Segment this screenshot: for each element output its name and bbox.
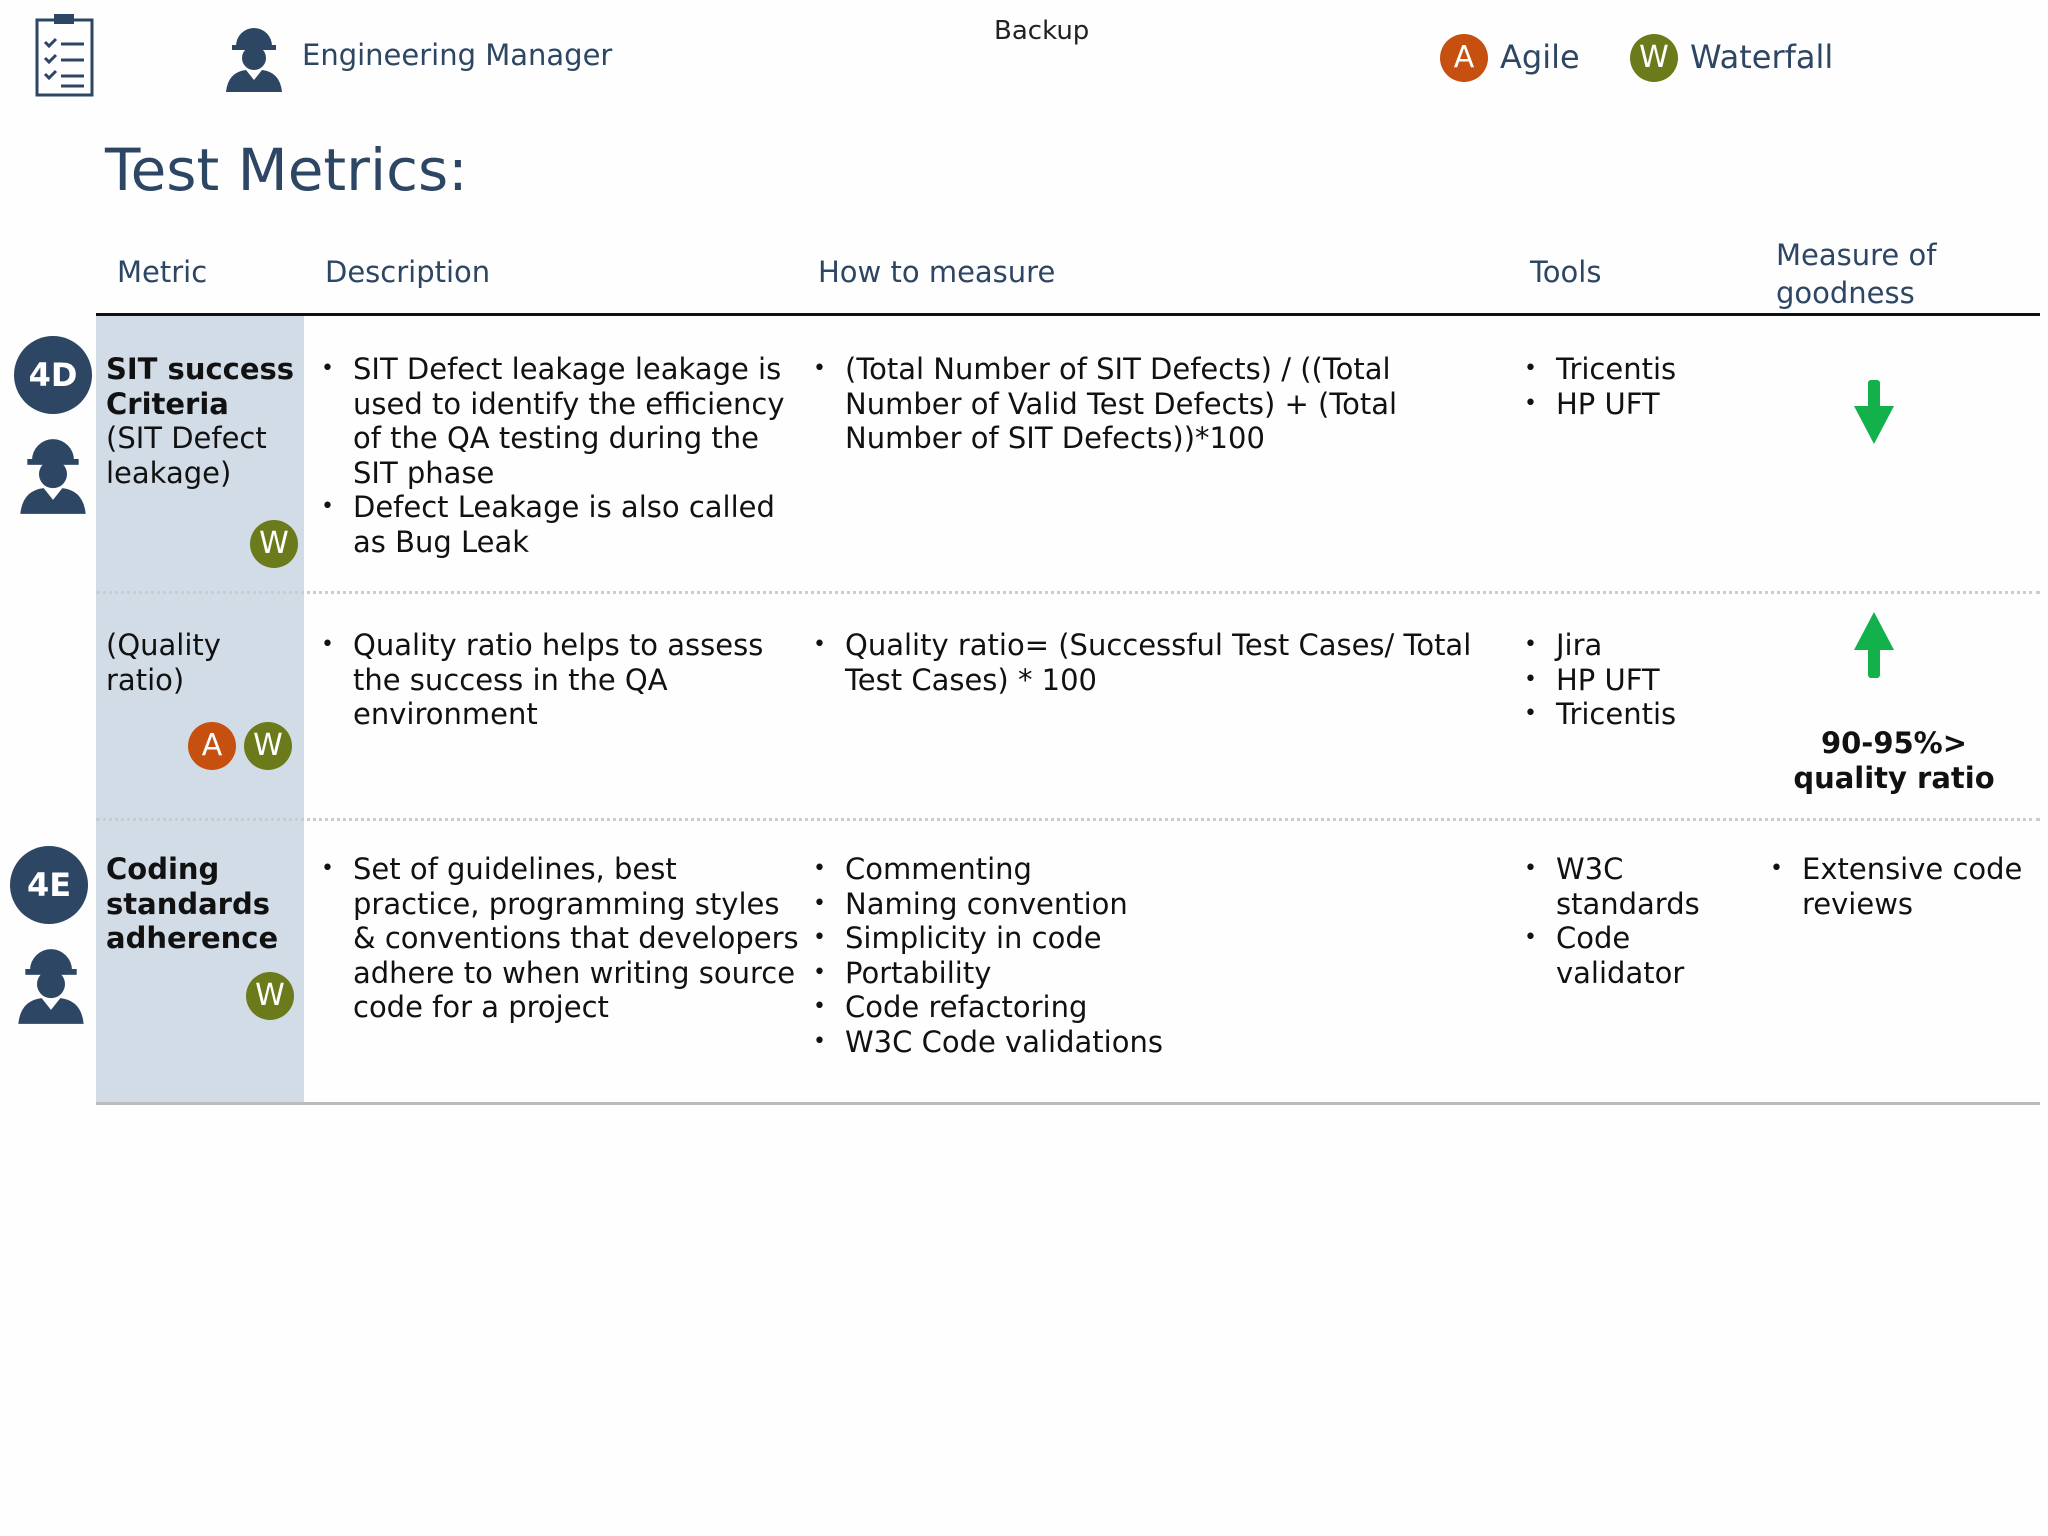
waterfall-badge: W (246, 972, 294, 1020)
how-item: • Code refactoring (805, 990, 1485, 1025)
tool-item: • Jira (1516, 628, 1756, 663)
tool-item: • HP UFT (1516, 387, 1756, 422)
arrow-up-icon (1852, 612, 1896, 678)
metric-name: Coding standards adherence (106, 852, 279, 955)
how-cell (805, 352, 1485, 456)
description-item: • Quality ratio helps to assess the success in the QA environment (313, 628, 803, 732)
tool-item: • Code validator (1516, 921, 1716, 990)
tools-cell (1516, 628, 1756, 732)
row-separator (96, 818, 2040, 821)
description-item: • Defect Leakage is also called as Bug Leak (313, 490, 803, 559)
bottom-rule (96, 1102, 2040, 1105)
col-goodness: Measure of goodness (1776, 238, 1937, 310)
header-rule (96, 313, 2040, 316)
metric-id-badge: 4E (10, 846, 88, 924)
how-item: • Commenting (805, 852, 1485, 887)
waterfall-legend-label: Waterfall (1690, 38, 1834, 76)
engineer-icon (18, 432, 88, 514)
role-label: Engineering Manager (302, 38, 613, 72)
metric-subname: (Quality ratio) (106, 628, 221, 697)
description-cell (313, 852, 803, 1025)
goodness-cell (1762, 852, 2032, 921)
agile-legend-badge: A (1440, 34, 1488, 82)
engineer-icon (16, 942, 86, 1024)
col-how: How to measure (818, 255, 1056, 289)
how-item: • Quality ratio= (Successful Test Cases/ Total Test Cases) * 100 (805, 628, 1495, 697)
engineer-icon (224, 22, 284, 92)
backup-label: Backup (994, 16, 1090, 46)
tools-cell (1516, 352, 1756, 421)
checklist-icon (34, 12, 96, 98)
arrow-down-icon (1852, 380, 1896, 446)
metric-name: SIT success Criteria (106, 352, 295, 421)
waterfall-badge: W (244, 722, 292, 770)
waterfall-legend-badge: W (1630, 34, 1678, 82)
metric-id-badge: 4D (14, 336, 92, 414)
how-item: • Naming convention (805, 887, 1485, 922)
how-item: • Simplicity in code (805, 921, 1485, 956)
goodness-text: 90-95%> quality ratio (1793, 726, 1995, 795)
how-cell (805, 852, 1485, 1059)
col-description: Description (325, 255, 491, 289)
page-title: Test Metrics: (105, 136, 468, 204)
tool-item: • Tricentis (1516, 697, 1756, 732)
waterfall-badge: W (250, 520, 298, 568)
metric-cell (106, 352, 296, 490)
col-metric: Metric (117, 255, 208, 289)
description-cell (313, 352, 803, 559)
description-item: • Set of guidelines, best practice, programming styles & conventions that developers adhere to when writing source code for a project (313, 852, 803, 1025)
how-item: • (Total Number of SIT Defects) / ((Total Number of Valid Test Defects) + (Total Number of SIT Defects))*100 (805, 352, 1485, 456)
metric-cell (106, 628, 296, 697)
agile-badge: A (188, 722, 236, 770)
tool-item: • Tricentis (1516, 352, 1756, 387)
description-item: • SIT Defect leakage leakage is used to identify the efficiency of the QA testing during the SIT phase (313, 352, 803, 490)
col-tools: Tools (1530, 255, 1602, 289)
tool-item: • W3C standards (1516, 852, 1716, 921)
tool-item: • HP UFT (1516, 663, 1756, 698)
metric-subname: (SIT Defect leakage) (106, 421, 267, 490)
how-item: • W3C Code validations (805, 1025, 1485, 1060)
how-cell (805, 628, 1495, 697)
row-separator (96, 591, 2040, 594)
goodness-item: • Extensive code reviews (1762, 852, 2032, 921)
agile-legend-label: Agile (1500, 38, 1580, 76)
description-cell (313, 628, 803, 732)
tools-cell (1516, 852, 1716, 990)
how-item: • Portability (805, 956, 1485, 991)
